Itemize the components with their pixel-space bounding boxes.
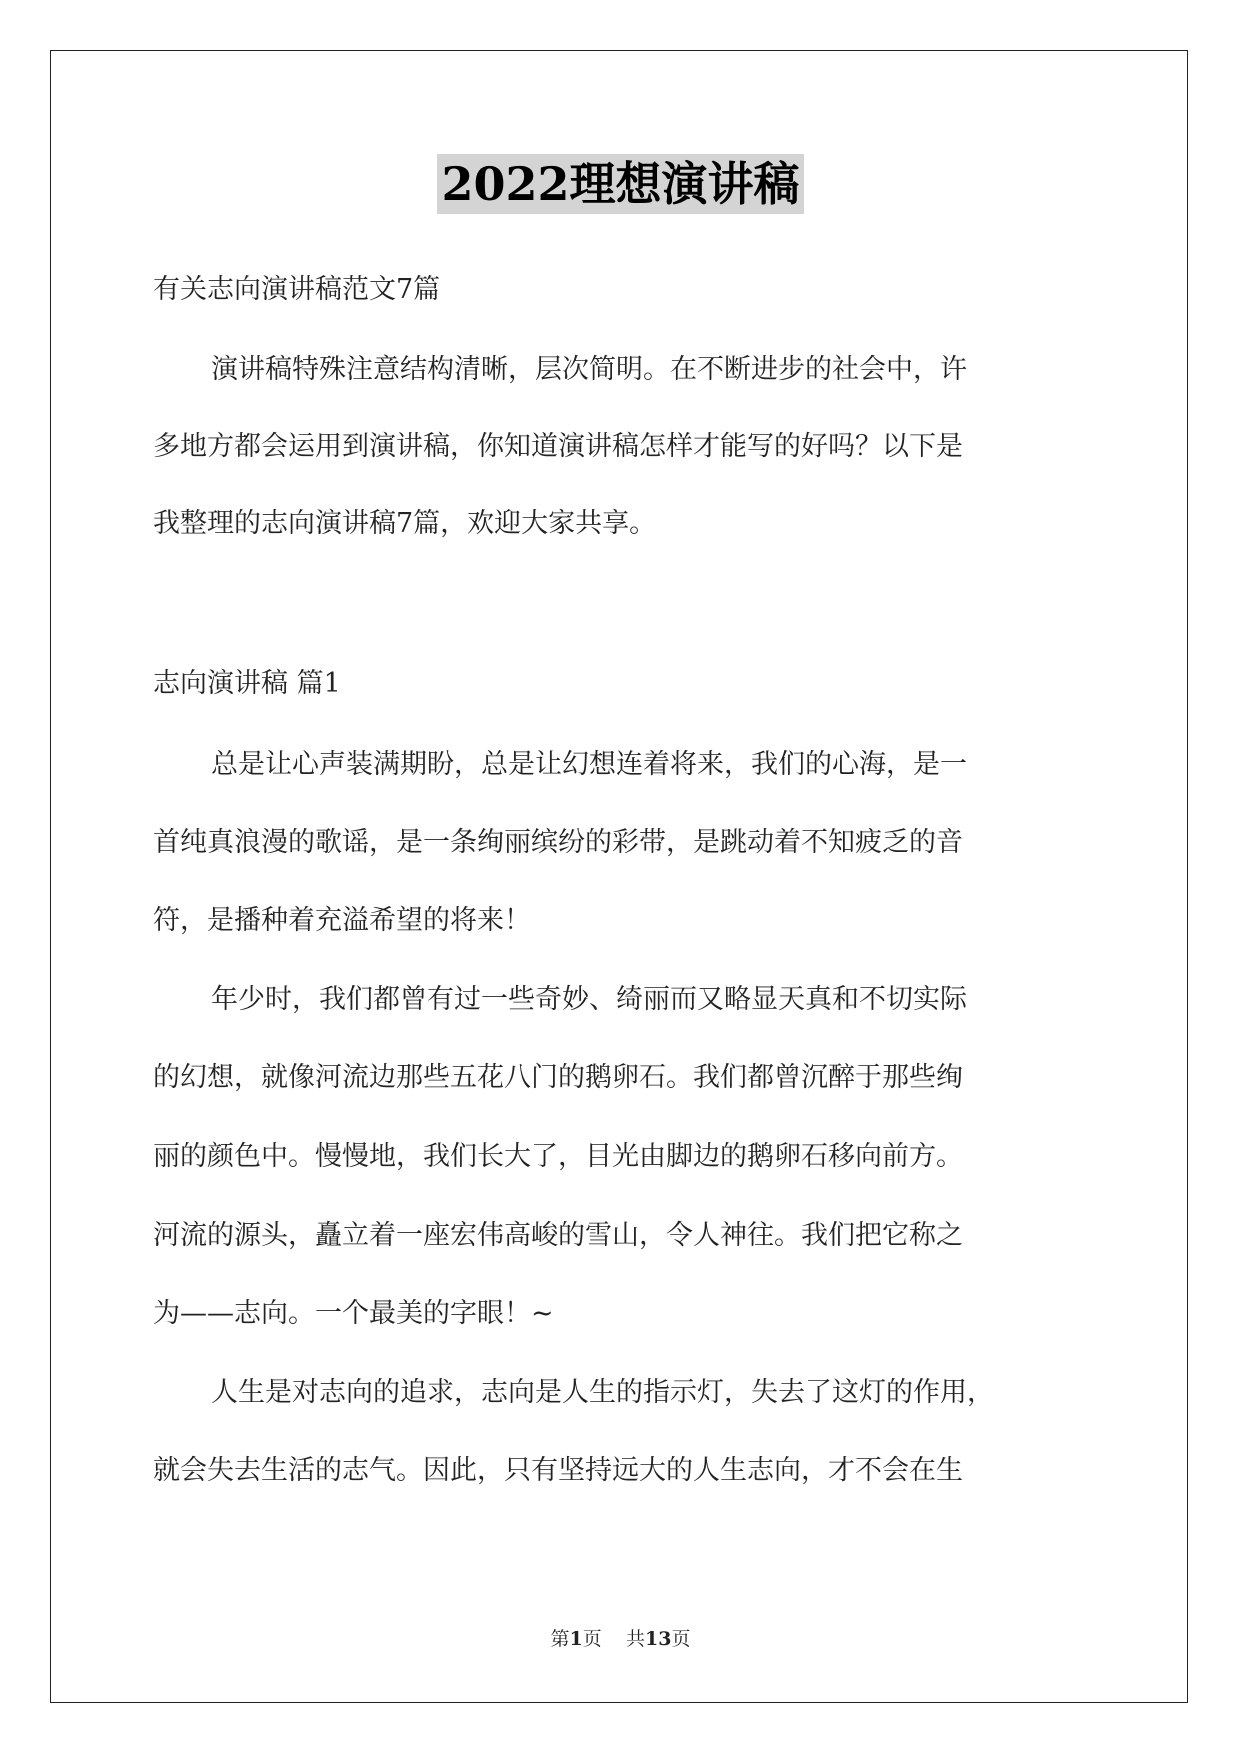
document-title: 2022理想演讲稿 [437,154,803,214]
total-pages: 13 [644,1628,672,1650]
body-line-6: 丽的颜色中。慢慢地，我们长大了，目光由脚边的鹅卵石移向前方。 [153,1141,963,1172]
title-container [0,154,1241,214]
body-line-4: 年少时，我们都曾有过一些奇妙、绮丽而又略显天真和不切实际 [211,984,967,1015]
body-line-9: 人生是对志向的追求，志向是人生的指示灯，失去了这灯的作用， [211,1377,994,1408]
total-prefix: 共 [625,1628,645,1650]
body-line-7: 河流的源头，矗立着一座宏伟高峻的雪山，令人神往。我们把它称之 [153,1220,963,1251]
body-line-3: 符，是播种着充溢希望的将来！ [153,905,531,936]
body-line-2: 首纯真浪漫的歌谣，是一条绚丽缤纷的彩带，是跳动着不知疲乏的音 [153,827,963,858]
page-prefix: 第 [550,1628,570,1650]
intro-line-1: 演讲稿特殊注意结构清晰，层次简明。在不断进步的社会中，许 [211,354,967,385]
body-line-10: 就会失去生活的志气。因此，只有坚持远大的人生志向，才不会在生 [153,1455,963,1486]
page-unit: 页 [582,1628,602,1650]
body-line-8: 为——志向。一个最美的字眼！~ [153,1298,554,1329]
intro-line-3: 我整理的志向演讲稿7篇，欢迎大家共享。 [153,508,657,539]
subtitle: 有关志向演讲稿范文7篇 [153,274,441,305]
section-heading: 志向演讲稿 篇1 [153,668,341,699]
page-footer [0,1624,1241,1651]
page-number: 1 [569,1628,583,1650]
body-line-5: 的幻想，就像河流边那些五花八门的鹅卵石。我们都曾沉醉于那些绚 [153,1062,963,1093]
body-line-1: 总是让心声装满期盼，总是让幻想连着将来，我们的心海，是一 [211,749,967,780]
total-unit: 页 [671,1628,691,1650]
intro-line-2: 多地方都会运用到演讲稿，你知道演讲稿怎样才能写的好吗？以下是 [153,431,963,462]
